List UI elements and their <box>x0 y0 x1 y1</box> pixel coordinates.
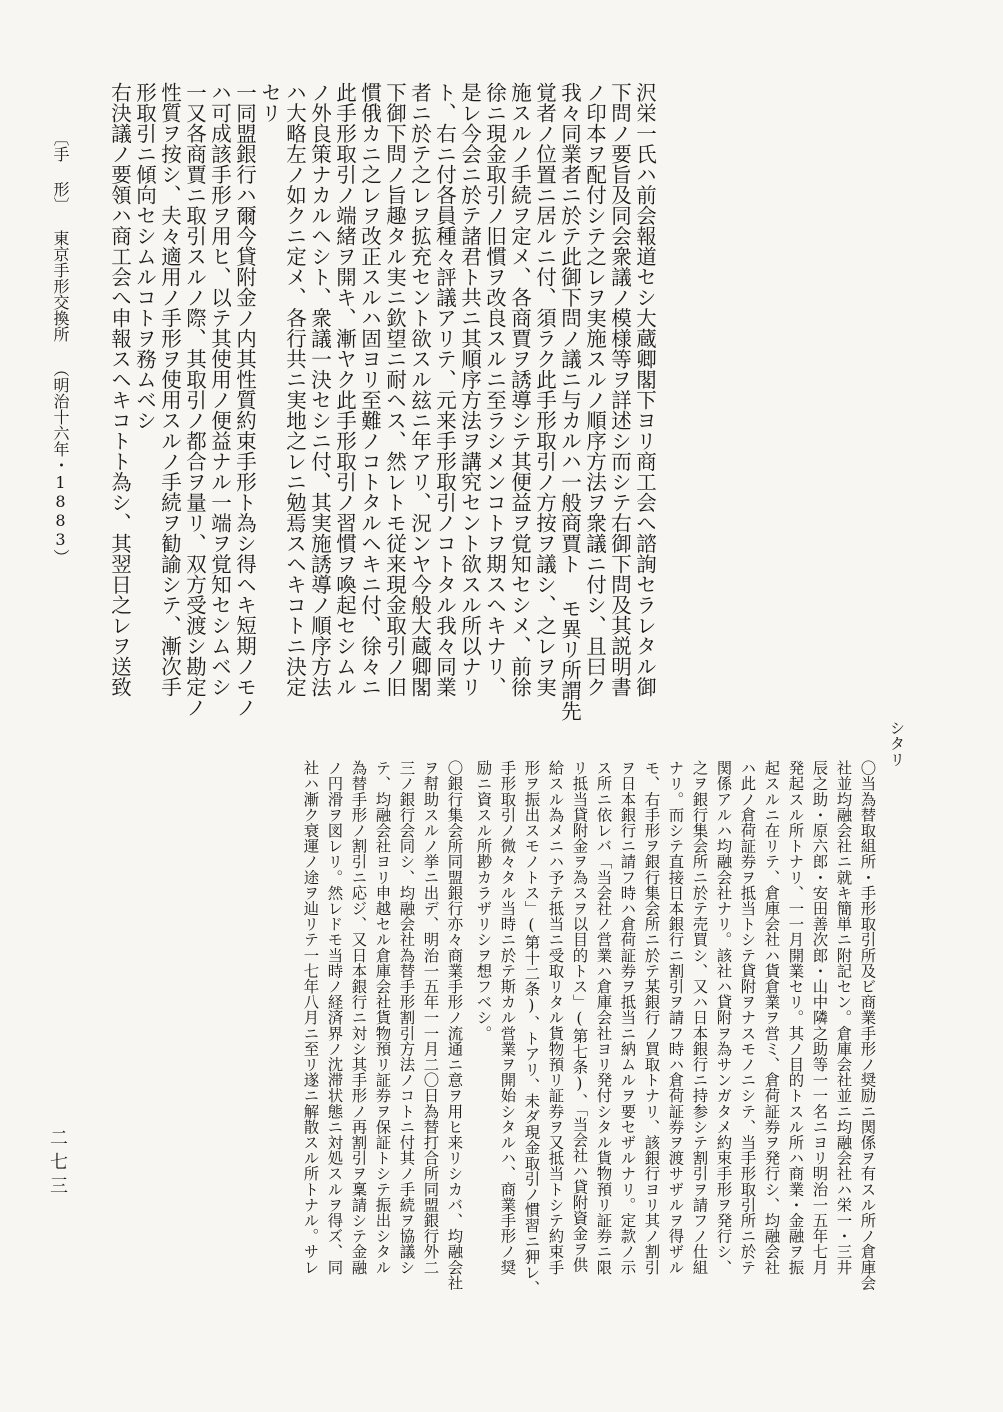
text-column: 起スルニ在リテ、倉庫会社ハ貨倉業ヲ営ミ、倉荷証券ヲ発行シ、均融会社 <box>762 760 781 1275</box>
text-column: 一又各商賈ニ取引スルノ際、其取引ノ都合ヲ量リ、双方受渡シ勘定ノ <box>182 82 207 718</box>
text-column: ナリ。而シテ直接日本銀行ニ割引ヲ請フ時ハ倉荷証券ヲ渡サザルヲ得ザル <box>666 760 685 1275</box>
text-column: ノ印本ヲ配付シテ之レヲ実施スルノ順序方法ヲ衆議ニ付シ、且曰ク <box>582 82 607 697</box>
text-column: 下問ノ要旨及同会衆議ノ模様等ヲ詳述シ而シテ右御下問及其説明書 <box>607 82 632 697</box>
text-column: ト、右ニ付各員種々評議アリテ、元来手形取引ノコトタル我々同業 <box>432 82 457 697</box>
text-column: 徐ニ現金取引ノ旧慣ヲ改良スルニ至ラシメンコトヲ期スヘキナリ、 <box>482 82 507 697</box>
text-column: リ抵当貸附金ヲ為スヲ以目的トス」(第七条)、「当会社ハ貸附資金ヲ供 <box>570 760 589 1273</box>
text-column: 形ヲ振出スモノトス」(第十二条)、トアリ、未ダ現金取引ノ慣習ニ狎レ、 <box>522 760 541 1296</box>
text-column: 関係アルハ均融会社ナリ。該社ハ貸附ヲ為サンガタメ約束手形ヲ発行シ、 <box>714 760 733 1275</box>
text-column: 右決議ノ要領ハ商工会へ申報スヘキコトト為シ、其翌日之レヲ送致 <box>107 82 132 697</box>
text-column: ヲ日本銀行ニ請フ時ハ倉荷証券ヲ抵当ニ納ムルヲ要セザルナリ。定款ノ示 <box>618 760 637 1275</box>
text-column: セリ <box>257 82 282 123</box>
text-column: 我々同業者ニ於テ此御下問ノ議ニ与カルハ一般商賈ト モ異リ所謂先 <box>557 82 582 721</box>
text-column: 施スルノ手続ヲ定メ、各商賈ヲ誘導シテ其便益ヲ覚知セシメ、前徐 <box>507 82 532 697</box>
text-column: ヲ幇助スルノ挙ニ出デ、明治一五年一一月二〇日為替打合所同盟銀行外二 <box>421 760 440 1275</box>
text-column: 〇銀行集会所同盟銀行亦々商業手形ノ流通ニ意ヲ用ヒ来リシカバ、均融会社 <box>445 760 464 1291</box>
text-column: 性質ヲ按シ、夫々適用ノ手形ヲ使用スルノ手続ヲ勧諭シテ、漸次手 <box>157 82 182 697</box>
section-label: 〔手 形〕 <box>51 130 70 213</box>
text-column: 辰之助・原六郎・安田善次郎・山中隣之助等一一名ニヨリ明治一五年七月 <box>810 760 829 1275</box>
text-column: 沢栄一氏ハ前会報道セシ大蔵卿閣下ヨリ商工会へ諮詢セラレタル御 <box>632 82 657 697</box>
text-column: 覚者ノ位置ニ居ルニ付、須ラク此手形取引ノ方按ヲ議シ、之レヲ実 <box>532 82 557 697</box>
text-column: シタリ <box>887 720 906 767</box>
text-column: 此手形取引ノ端緒ヲ開キ、漸ヤク此手形取引ノ習慣ヲ喚起セシムル <box>332 82 357 697</box>
text-column: 之ヲ銀行集会所ニ於テ売買シ、又ハ日本銀行ニ持参シテ割引ヲ請フノ仕組 <box>690 760 709 1275</box>
text-column: 為替手形ノ割引ニ応ジ、又日本銀行ニ対シ其手形ノ再割引ヲ稟請シテ金融 <box>349 760 368 1275</box>
text-column: 社並均融会社ニ就キ簡単ニ附記セン。倉庫会社並ニ均融会社ハ栄一・三井 <box>834 760 853 1275</box>
text-column: 是レ今会ニ於テ諸君ト共ニ其順序方法ヲ講究セント欲スル所以ナリ <box>457 82 482 697</box>
text-column: 発起スル所トナリ、一一月開業セリ。其ノ目的トスル所ハ商業・金融ヲ振 <box>786 760 805 1275</box>
text-column: テ、均融会社ヨリ申越セル倉庫会社貨物預リ証券ヲ保証トシテ振出シタル <box>373 760 392 1275</box>
text-column: 励ニ資スル所尠カラザリシヲ想フベシ。 <box>474 760 493 1041</box>
text-column: 慣俄カニ之レヲ改正スルハ固ヨリ至難ノコトタルヘキニ付、徐々ニ <box>357 82 382 697</box>
text-column: ハ此ノ倉荷証券ヲ抵当トシテ貸附ヲナスモノニシテ、当手形取引所ニ於テ <box>738 760 757 1275</box>
text-column: ハ可成該手形ヲ用ヒ、以テ其使用ノ便益ナル一端ヲ覚知セシムベシ <box>207 82 232 697</box>
text-column: 給スル為メニハ予テ抵当ニ受取リタル貨物預リ証券ヲ又抵当トシテ約束手 <box>546 760 565 1275</box>
text-column: ス所ニ依レバ「当会社ノ営業ハ倉庫会社ヨリ発付シタル貨物預リ証券ニ限 <box>594 760 613 1275</box>
page-number: 二七三 <box>47 1128 68 1200</box>
text-column: 下御下問ノ旨趣タル実ニ欽望ニ耐ヘス、然レトモ従来現金取引ノ旧 <box>382 82 407 697</box>
text-column: モ、右手形ヲ銀行集会所ニ於テ某銀行ノ買取トナリ、該銀行ヨリ其ノ割引 <box>642 760 661 1275</box>
text-column: 社ハ漸ク衰運ノ途ヲ辿リテ一七年八月ニ至リ遂ニ解散スル所トナル。サレ <box>301 760 320 1275</box>
text-column: 者ニ於テ之レヲ拡充セント欲スル玆ニ年アリ、況ンヤ今般大蔵卿閣 <box>407 82 432 697</box>
text-column: 一同盟銀行ハ爾今貸附金ノ内其性質約束手形ト為シ得ヘキ短期ノモノ <box>232 82 257 718</box>
text-column: ノ外良策ナカルヘシト、衆議一決セシニ付、其実施誘導ノ順序方法 <box>307 82 332 697</box>
text-column: ノ円滑ヲ図レリ。然レドモ当時ノ経済界ノ沈滞状態ニ対処スルヲ得ズ、同 <box>325 760 344 1275</box>
text-column: ハ大略左ノ如クニ定メ、各行共ニ実地之レニ勉焉スヘキコトニ決定 <box>282 82 307 697</box>
text-column: 〇当為替取組所・手形取引所及ビ商業手形ノ奨励ニ関係ヲ有スル所ノ倉庫会 <box>858 760 877 1291</box>
text-column: 手形取引ノ微々タル当時ニ於テ斯カル営業ヲ開始シタルハ、商業手形ノ奨 <box>498 760 517 1275</box>
source-caption: 東京手形交換所 （明治十六年・1883） <box>51 230 70 565</box>
text-column: 三ノ銀行会同シ、均融会社為替手形割引方法ノコトニ付其ノ手続ヲ協議シ <box>397 760 416 1275</box>
text-column: 形取引ニ傾向セシムルコトヲ務ムベシ <box>132 82 157 431</box>
